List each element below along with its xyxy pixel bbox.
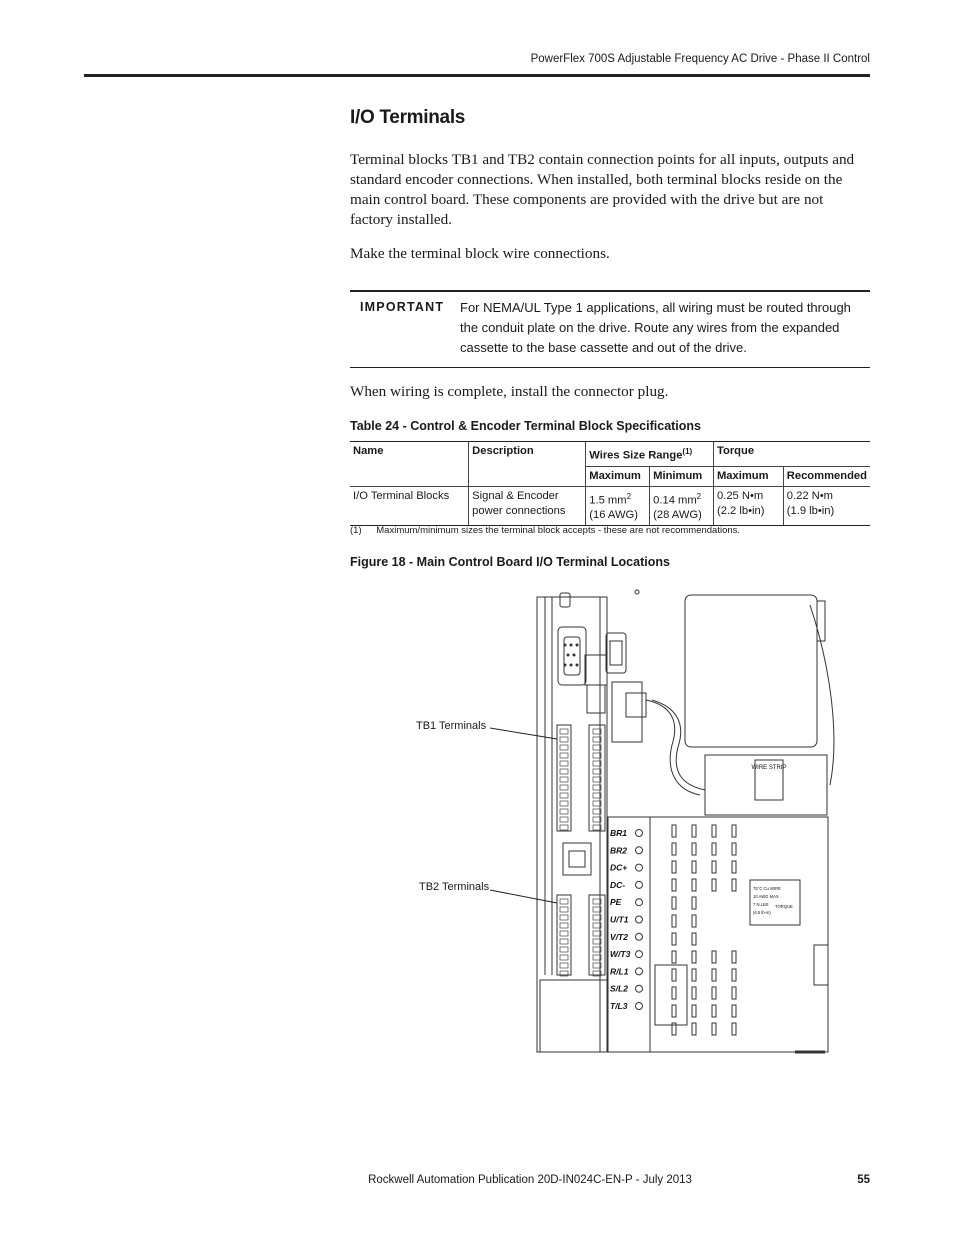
cell-name: I/O Terminal Blocks bbox=[350, 486, 469, 526]
important-notice bbox=[350, 290, 870, 368]
terminal-screw bbox=[636, 951, 643, 958]
terminal-screw bbox=[636, 1003, 643, 1010]
power-terminal-label: W/T3 bbox=[610, 949, 631, 960]
vent-slot bbox=[712, 987, 716, 999]
power-terminal-label: PE bbox=[610, 897, 622, 908]
vent-slot bbox=[712, 1023, 716, 1035]
terminal-slot bbox=[560, 931, 568, 936]
power-board-cover bbox=[685, 595, 817, 747]
power-terminal-label: S/L2 bbox=[610, 983, 628, 994]
terminal-slot bbox=[560, 793, 568, 798]
terminal-screw bbox=[636, 830, 643, 837]
vent-slot bbox=[672, 951, 676, 963]
vent-slot bbox=[712, 861, 716, 873]
terminal-screw bbox=[636, 881, 643, 888]
completion-paragraph: When wiring is complete, install the connector plug. bbox=[350, 383, 669, 400]
vent-slot bbox=[692, 969, 696, 981]
vent-slot bbox=[712, 951, 716, 963]
important-text: For NEMA/UL Type 1 applications, all wiring must be routed through the conduit plate on the drive. Route any wires from the expanded cassette to the base cassette and out of the drive. bbox=[460, 300, 851, 355]
terminal-slot bbox=[560, 939, 568, 944]
terminal-slot bbox=[560, 955, 568, 960]
terminal-slot bbox=[560, 753, 568, 758]
vent-slot bbox=[732, 825, 736, 837]
power-terminal-label: T/L3 bbox=[610, 1001, 628, 1011]
power-terminal-label: DC- bbox=[610, 879, 626, 890]
vent-slot bbox=[672, 933, 676, 945]
d-sub-connector bbox=[558, 627, 586, 685]
torque-label: TORQUE bbox=[775, 904, 793, 909]
header-rule bbox=[84, 74, 870, 77]
vent-slot bbox=[732, 843, 736, 855]
rating-line-3: 7 N.LBS bbox=[753, 902, 769, 907]
superscript-2: 2 bbox=[626, 491, 632, 501]
rating-line-4: (6.5 lb-in) bbox=[753, 910, 771, 915]
table-row bbox=[350, 486, 870, 526]
page-number: 55 bbox=[857, 1174, 870, 1186]
tb2-callout: TB2 Terminals bbox=[419, 881, 490, 893]
terminal-slot bbox=[560, 899, 568, 904]
header-torque-rec: Recommended bbox=[783, 466, 870, 486]
rj45-jack bbox=[563, 843, 591, 875]
vent-slot bbox=[692, 879, 696, 891]
vent-slot bbox=[692, 951, 696, 963]
vent-slot bbox=[732, 1005, 736, 1017]
vent-slot bbox=[692, 843, 696, 855]
cell-torque-rec-nm: 0.22 N•m bbox=[786, 489, 833, 502]
power-terminal-label: R/L1 bbox=[610, 966, 629, 977]
terminal-screw bbox=[636, 968, 643, 975]
cell-torque-max bbox=[713, 486, 783, 526]
vent-slot bbox=[672, 843, 676, 855]
cell-wire-max-awg: (16 AWG) bbox=[589, 509, 638, 522]
terminal-screw bbox=[636, 933, 643, 940]
fan-connector bbox=[612, 682, 642, 742]
power-terminal-screws bbox=[636, 830, 643, 1010]
header-wire-size-label: Wires Size Range bbox=[589, 449, 683, 462]
vent-slot bbox=[692, 933, 696, 945]
tb1-leader-line bbox=[490, 728, 557, 739]
tb2-leader-line bbox=[490, 890, 557, 903]
vent-slot bbox=[672, 861, 676, 873]
vent-slot bbox=[732, 1023, 736, 1035]
vent-slot bbox=[672, 987, 676, 999]
header-wire-min: Minimum bbox=[650, 466, 714, 486]
header-torque: Torque bbox=[713, 442, 870, 467]
vent-slot bbox=[672, 915, 676, 927]
power-terminal-label: BR2 bbox=[610, 845, 628, 856]
power-terminal-label: DC+ bbox=[610, 862, 628, 873]
rating-line-2: 10 AWG MAX bbox=[753, 894, 779, 899]
superscript-2: 2 bbox=[696, 491, 702, 501]
terminal-slot bbox=[560, 923, 568, 928]
cell-wire-min bbox=[650, 486, 714, 526]
vent-slot bbox=[732, 969, 736, 981]
power-terminal-label: V/T2 bbox=[610, 931, 628, 942]
vent-slot bbox=[732, 987, 736, 999]
vent-slot bbox=[712, 1005, 716, 1017]
vent-slot bbox=[712, 969, 716, 981]
vent-slot bbox=[672, 897, 676, 909]
terminal-slot bbox=[560, 785, 568, 790]
terminal-screw bbox=[636, 985, 643, 992]
figure-caption: Figure 18 - Main Control Board I/O Terminal Locations bbox=[350, 555, 670, 569]
terminal-screw bbox=[636, 899, 643, 906]
cell-wire-min-metric: 0.14 mm bbox=[653, 494, 697, 507]
terminal-slot bbox=[560, 915, 568, 920]
vent-slot bbox=[672, 969, 676, 981]
vent-slot bbox=[692, 1005, 696, 1017]
terminal-slot bbox=[560, 777, 568, 782]
terminal-screw bbox=[636, 847, 643, 854]
terminal-slot bbox=[560, 801, 568, 806]
terminal-slot bbox=[560, 737, 568, 742]
terminal-slot bbox=[560, 745, 568, 750]
cell-torque-rec-lbin: (1.9 lb•in) bbox=[786, 504, 835, 517]
header-wire-size-note: (1) bbox=[682, 447, 693, 456]
cell-wire-min-awg: (28 AWG) bbox=[653, 509, 702, 522]
tb1-callout: TB1 Terminals bbox=[416, 720, 487, 732]
cell-wire-max bbox=[586, 486, 650, 526]
vent-slot bbox=[692, 915, 696, 927]
vent-slot bbox=[712, 879, 716, 891]
table-caption: Table 24 - Control & Encoder Terminal Block Specifications bbox=[350, 419, 702, 433]
spec-table bbox=[350, 441, 870, 526]
terminal-slot bbox=[560, 817, 568, 822]
vent-slot bbox=[692, 897, 696, 909]
section-title: I/O Terminals bbox=[350, 107, 466, 128]
table-footnote bbox=[350, 525, 740, 536]
cell-torque-max-lbin: (2.2 lb•in) bbox=[716, 504, 765, 517]
cell-torque-rec bbox=[783, 486, 870, 526]
running-header: PowerFlex 700S Adjustable Frequency AC Drive - Phase II Control bbox=[530, 53, 870, 65]
vent-slot bbox=[692, 825, 696, 837]
vent-slot bbox=[672, 1005, 676, 1017]
important-label: IMPORTANT bbox=[360, 300, 445, 314]
terminal-slot bbox=[560, 825, 568, 830]
cell-description: Signal & Encoder power connections bbox=[469, 486, 586, 526]
terminal-slot bbox=[560, 729, 568, 734]
tb1-block-left bbox=[557, 725, 571, 831]
vent-slot bbox=[732, 861, 736, 873]
vent-slots bbox=[672, 825, 736, 1035]
instruction-paragraph: Make the terminal block wire connections. bbox=[350, 245, 610, 262]
wire-strip-area bbox=[705, 755, 827, 815]
footer-publication: Rockwell Automation Publication 20D-IN024C-EN-P - July 2013 bbox=[368, 1174, 692, 1186]
terminal-slot bbox=[560, 907, 568, 912]
terminal-slot bbox=[560, 809, 568, 814]
cell-wire-max-metric: 1.5 mm bbox=[589, 494, 627, 507]
wire-strip-label: WIRE STRIP bbox=[751, 765, 787, 771]
vent-slot bbox=[692, 1023, 696, 1035]
cell-torque-max-nm: 0.25 N•m bbox=[716, 489, 764, 502]
header-wire-max: Maximum bbox=[586, 466, 650, 486]
terminal-slot bbox=[560, 761, 568, 766]
control-board-drawing bbox=[400, 585, 840, 1055]
terminal-slot bbox=[560, 963, 568, 968]
terminal-screw bbox=[636, 864, 643, 871]
vent-slot bbox=[692, 987, 696, 999]
footnote-text: Maximum/minimum sizes the terminal block accepts - these are not recommendations. bbox=[376, 525, 741, 536]
terminal-slot bbox=[560, 947, 568, 952]
header-torque-max: Maximum bbox=[713, 466, 783, 486]
header-description: Description bbox=[469, 442, 586, 487]
terminal-screw bbox=[636, 916, 643, 923]
terminal-screws bbox=[560, 729, 601, 976]
intro-paragraph: Terminal blocks TB1 and TB2 contain connection points for all inputs, outputs and standard encoder connections. When installed, both terminal blocks reside on the main control board. These components are provided with the drive but are not factory installed. bbox=[350, 151, 855, 228]
tb1-block-right bbox=[589, 725, 605, 831]
power-terminal-label: U/T1 bbox=[610, 914, 629, 925]
vent-slot bbox=[672, 879, 676, 891]
vent-slot bbox=[712, 843, 716, 855]
rating-line-1: 75°C Cu WIRE bbox=[753, 886, 781, 891]
vent-slot bbox=[712, 825, 716, 837]
footnote-marker: (1) bbox=[350, 525, 362, 536]
power-terminal-labels bbox=[610, 828, 631, 1011]
header-name: Name bbox=[350, 442, 469, 487]
vent-slot bbox=[732, 951, 736, 963]
vent-slot bbox=[692, 861, 696, 873]
vent-slot bbox=[732, 879, 736, 891]
power-terminal-label: BR1 bbox=[610, 828, 628, 838]
header-wire-size bbox=[586, 442, 714, 467]
terminal-slot bbox=[560, 769, 568, 774]
vent-slot bbox=[672, 825, 676, 837]
